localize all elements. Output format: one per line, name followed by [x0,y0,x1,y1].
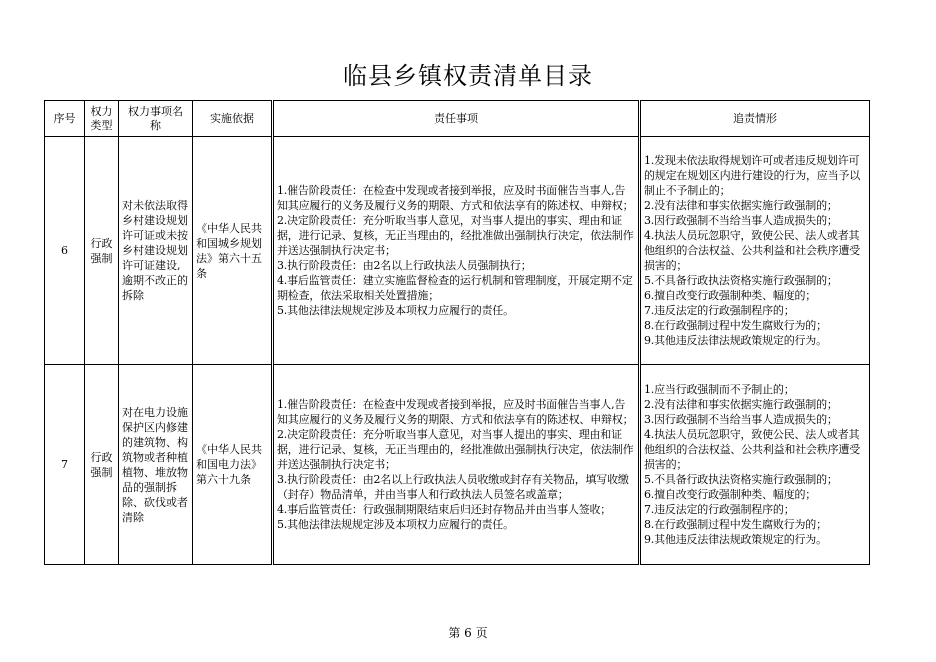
row-basis: 《中华人民共和国电力法》第六十九条 [193,365,273,565]
header-index: 序号 [45,101,85,137]
accountability-item: 6.擅自改变行政强制种类、幅度的； [644,488,817,501]
accountability-item: 3.因行政强制不当给当事人造成损失的； [644,413,838,426]
document-title: 临县乡镇权责清单目录 [343,62,593,90]
accountability-item: 8.在行政强制过程中发生腐败行为的； [644,518,827,531]
header-row [45,101,870,137]
accountability-item: 5.不具备行政执法资格实施行政强制的； [644,274,838,287]
accountability-item: 5.不具备行政执法资格实施行政强制的； [644,473,838,486]
row-responsibility [273,137,640,365]
page-number: 第 6 页 [448,626,488,640]
row-responsibility [273,365,640,565]
row-basis: 《中华人民共和国城乡规划法》第六十五条 [193,137,273,365]
accountability-item: 6.擅自改变行政强制种类、幅度的； [644,289,817,302]
accountability-item: 9.其他违反法律法规政策规定的行为。 [644,533,827,546]
responsibility-item: 1.催告阶段责任：在检查中发现或者接到举报，应及时书面催告当事人,告知其应履行的义务及履行义务的期限、方式和依法享有的陈述权、申辩权； [277,398,634,426]
accountability-item: 1.发现未依法取得规划许可或者违反规划许可的规定在规划区内进行建设的行为，应当予以制止不予制止的； [644,154,860,197]
row-power-type: 行政强制 [85,365,119,565]
power-list-table [44,100,870,565]
row-accountability [640,365,870,565]
header-accountability: 追责情形 [640,101,870,137]
row-index: 7 [45,365,85,565]
header-responsibility: 责任事项 [273,101,640,137]
accountability-item: 7.违反法定的行政强制程序的； [644,304,795,317]
table-row [45,137,870,365]
responsibility-item: 2.决定阶段责任：充分听取当事人意见，对当事人提出的事实、理由和证据，进行记录、复核，无正当理由的，经批准做出强制执行决定，依法制作并送达强制执行决定书； [277,214,634,257]
accountability-item: 4.执法人员玩忽职守，致使公民、法人或者其他组织的合法权益、公共利益和社会秩序遭受损害的； [644,428,860,471]
header-power-type: 权力类型 [85,101,119,137]
table-row [45,365,870,565]
accountability-item: 4.执法人员玩忽职守，致使公民、法人或者其他组织的合法权益、公共利益和社会秩序遭受损害的； [644,229,860,272]
row-accountability [640,137,870,365]
accountability-item: 9.其他违反法律法规政策规定的行为。 [644,334,827,347]
responsibility-item: 5.其他法律法规规定涉及本项权力应履行的责任。 [277,518,514,531]
row-power-item: 对在电力设施保护区内修建的建筑物、构筑物或者种植植物、堆放物品的强制拆除、砍伐或者清除 [119,365,193,565]
accountability-item: 3.因行政强制不当给当事人造成损失的； [644,214,838,227]
responsibility-item: 3.执行阶段责任：由2名以上行政执法人员收缴或封存有关物品，填写收缴（封存）物品清单，并由当事人和行政执法人员签名或盖章； [277,473,629,501]
responsibility-item: 3.执行阶段责任：由2名以上行政执法人员强制执行； [277,259,532,272]
accountability-item: 1.应当行政强制而不予制止的； [644,383,795,396]
row-power-type: 行政强制 [85,137,119,365]
row-index: 6 [45,137,85,365]
responsibility-item: 4.事后监管责任：建立实施监督检查的运行机制和管理制度，开展定期不定期检查，依法采取相关处置措施； [277,274,633,302]
accountability-item: 2.没有法律和事实依据实施行政强制的； [644,199,838,212]
accountability-item: 7.违反法定的行政强制程序的； [644,503,795,516]
accountability-item: 2.没有法律和事实依据实施行政强制的； [644,398,838,411]
responsibility-item: 5.其他法律法规规定涉及本项权力应履行的责任。 [277,304,514,317]
accountability-item: 8.在行政强制过程中发生腐败行为的； [644,319,827,332]
responsibility-item: 1.催告阶段责任：在检查中发现或者接到举报，应及时书面催告当事人,告知其应履行的义务及履行义务的期限、方式和依法享有的陈述权、申辩权； [277,184,634,212]
header-power-item: 权力事项名 称 [119,101,193,137]
header-basis: 实施依据 [193,101,273,137]
row-power-item: 对未依法取得乡村建设规划许可证或未按乡村建设规划许可证建设,逾期不改正的拆除 [119,137,193,365]
responsibility-item: 2.决定阶段责任：充分听取当事人意见，对当事人提出的事实、理由和证据，进行记录、复核，无正当理由的，经批准做出强制执行决定，依法制作并送达强制执行决定书； [277,428,634,471]
responsibility-item: 4.事后监管责任：行政强制期限结束后归还封存物品并由当事人签收； [277,503,612,516]
